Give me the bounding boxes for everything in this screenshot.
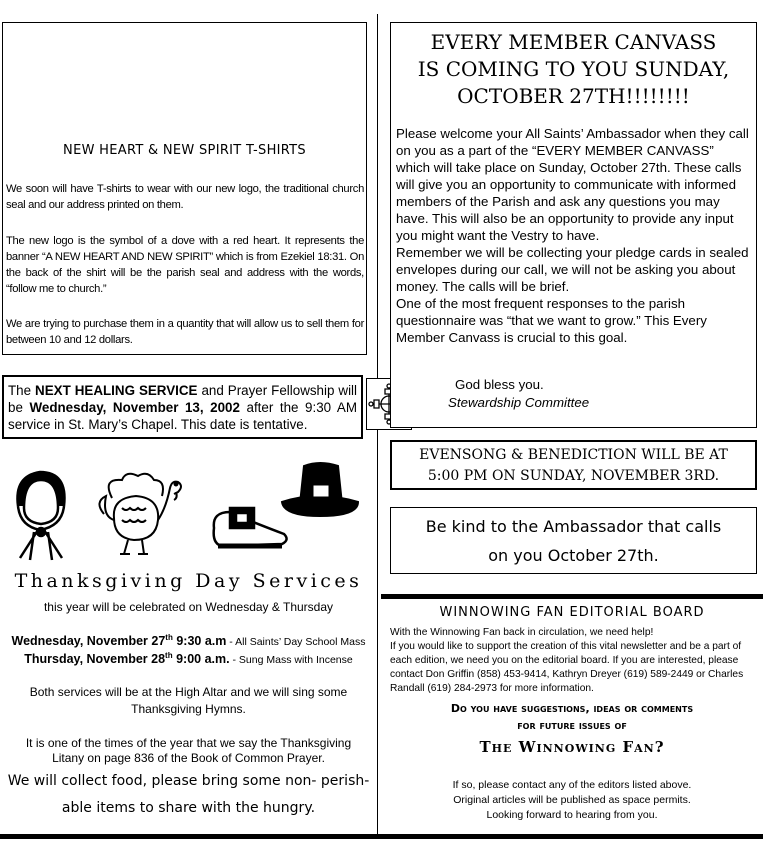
wednesday-service [0, 633, 377, 648]
footer-line: Original articles will be published as space permits. [453, 794, 691, 806]
healing-text: and Prayer Fellowship will be [8, 383, 357, 415]
canvass-article [390, 22, 757, 428]
service-description: - All Saints’ Day School Mass [226, 636, 366, 648]
section-rule [381, 594, 763, 599]
note-line: Thanksgiving Hymns. [131, 702, 246, 716]
suggestions-question [381, 700, 763, 734]
pilgrim-hat-icon [278, 460, 362, 520]
question-line: Do you have suggestions, ideas or comments [450, 702, 694, 715]
editorial-footer [381, 778, 763, 823]
healing-service-notice [2, 375, 363, 439]
editorial-paragraph: If you would like to support the creation of this vital newsletter and be a part of each edition, we need you on the editorial board. If you are interested, please contact Don Griffin (858) 453-9414, Kathryn Dreyer (619) 589-2449 or Charles Randall (619) 284-2973 for more information. [390, 641, 744, 694]
ambassador-notice [390, 507, 757, 574]
note-line: We will collect food, please bring some non- perish- [7, 773, 370, 789]
footer-line: Looking forward to hearing from you. [486, 809, 658, 821]
thanksgiving-hymns-note [0, 684, 377, 718]
canvass-paragraph: Remember we will be collecting your pledge cards in sealed envelopes during our call, we will not be asking you about money. The calls will be brief. [396, 245, 749, 294]
pilgrim-bonnet-icon [10, 466, 72, 564]
title-line: IS COMING TO YOU SUNDAY, [417, 57, 730, 81]
thanksgiving-subtitle: this year will be celebrated on Wednesday & Thursday [43, 600, 334, 614]
footer-line: If so, please contact any of the editors listed above. [452, 779, 692, 791]
editorial-board-body [390, 626, 760, 696]
editorial-board-title: WINNOWING FAN EDITORIAL BOARD [439, 605, 705, 620]
canvass-title [391, 29, 756, 110]
note-line: It is one of the times of the year that we say the Thanksgiving [25, 736, 352, 750]
healing-text: The [8, 383, 36, 398]
service-description: - Sung Mass with Incense [229, 654, 353, 666]
service-time: 9:30 a.m [172, 634, 227, 648]
food-collection-note [0, 768, 377, 822]
ordinal-suffix: th [165, 633, 173, 642]
thursday-service [0, 651, 377, 666]
ordinal-suffix: th [165, 651, 173, 660]
canvass-body [396, 125, 750, 346]
title-line: EVERY MEMBER CANVASS [430, 30, 717, 54]
service-day: Thursday, November 28 [24, 652, 166, 666]
tshirt-paragraph: The new logo is the symbol of a dove with a red heart. It represents the banner “A NEW HEART AND NEW SPIRIT” which is from Ezekiel 18:31. On the back of the shirt will be the parish seal and address with the words, “follow me to church.” [6, 235, 364, 295]
thanksgiving-litany-note [0, 736, 377, 766]
canvass-signature: Stewardship Committee [448, 395, 590, 410]
notice-line: 5:00 PM ON SUNDAY, NOVEMBER 3RD. [427, 468, 720, 484]
question-line: for future issues of [517, 719, 627, 732]
healing-service-name: NEXT HEALING SERVICE [35, 383, 198, 398]
newsletter-name: The Winnowing Fan? [479, 738, 665, 756]
thanksgiving-title: Thanksgiving Day Services [14, 570, 363, 592]
tshirt-paragraph: We soon will have T-shirts to wear with our new logo, the traditional church seal and our address printed on them. [6, 183, 364, 211]
note-line: Both services will be at the High Altar and we will sing some [29, 685, 348, 699]
note-line: Litany on page 836 of the Book of Common Prayer. [52, 751, 325, 765]
editorial-paragraph: With the Winnowing Fan back in circulation, we need help! [390, 627, 654, 638]
tshirt-title: NEW HEART & NEW SPIRIT T-SHIRTS [63, 143, 306, 158]
notice-line: EVENSONG & BENEDICTION WILL BE AT [419, 447, 728, 463]
canvass-paragraph: Please welcome your All Saints’ Ambassador when they call on you as a part of the “EVERY MEMBER CANVASS” which will take place on Sunday, October 27th. These calls will give you an opportunity to communicate with informed members of the Parish and ask any questions you may have. This will also be an opportunity to provide any input you might want the Vestry to have. [396, 126, 749, 243]
notice-line: Be kind to the Ambassador that calls [425, 517, 722, 536]
tshirt-article [2, 22, 367, 355]
tshirt-paragraph: We are trying to purchase them in a quantity that will allow us to sell them for between 10 and 12 dollars. [6, 318, 364, 346]
healing-date: Wednesday, November 13, 2002 [29, 400, 240, 415]
title-line: OCTOBER 27TH!!!!!!!! [457, 84, 690, 108]
healing-text: after the 9:30 AM service in St. Mary’s Chapel. This date is tentative. [8, 400, 358, 432]
turkey-icon [92, 468, 192, 558]
notice-line: on you October 27th. [488, 546, 659, 565]
note-line: able items to share with the hungry. [61, 800, 316, 816]
canvass-closing: God bless you. [455, 377, 544, 392]
service-time: 9:00 a.m. [172, 652, 230, 666]
bottom-rule [0, 834, 763, 839]
evensong-notice [390, 440, 757, 490]
service-day: Wednesday, November 27 [11, 634, 166, 648]
canvass-paragraph: One of the most frequent responses to the parish questionnaire was “that we want to grow.” This Every Member Canvass is crucial to this goal. [396, 296, 707, 345]
